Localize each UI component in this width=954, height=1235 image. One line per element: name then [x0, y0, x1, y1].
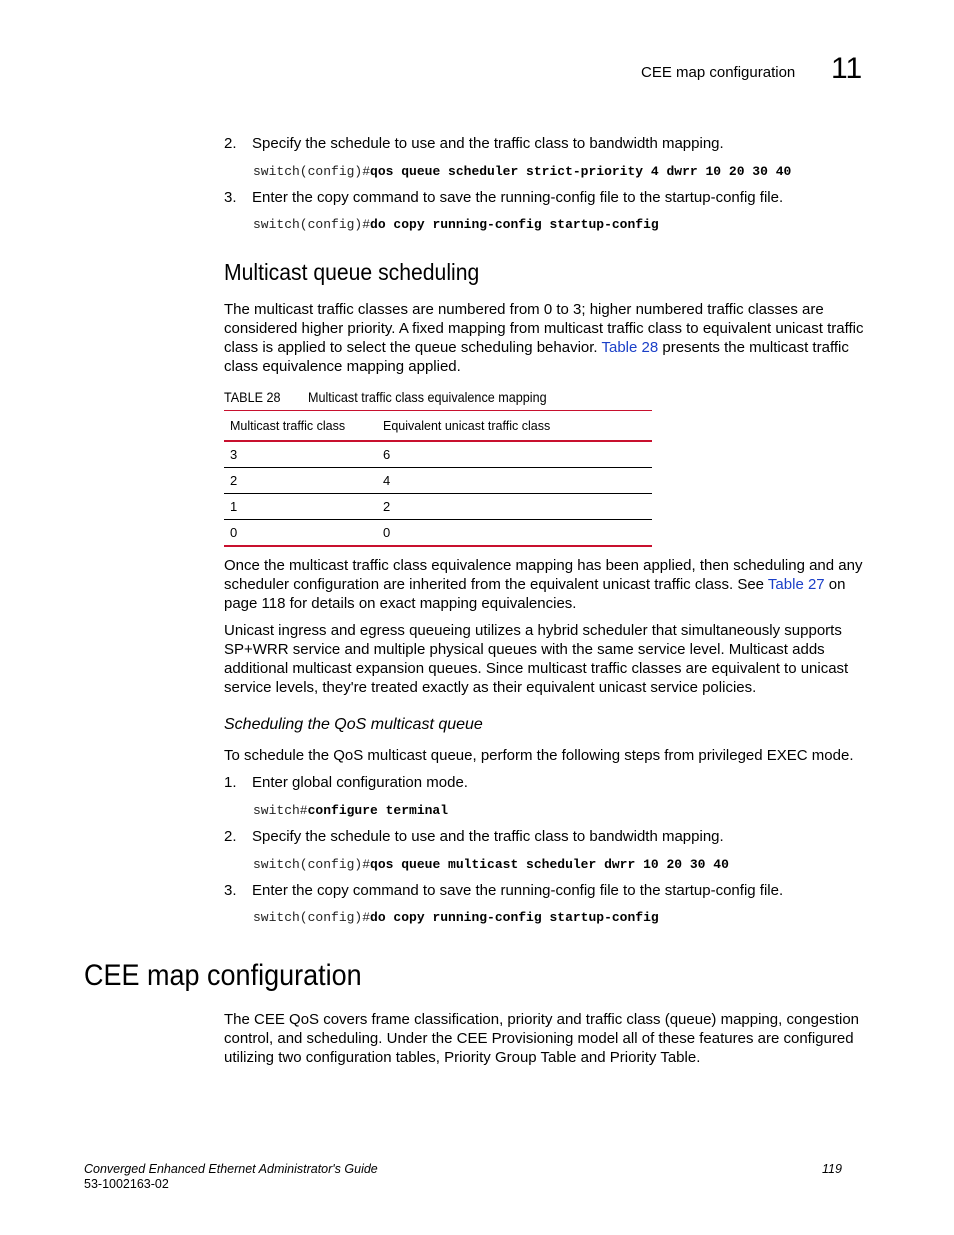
step-text: Enter the copy command to save the running-config file to the startup-config file.: [252, 882, 784, 899]
table-cell: 0: [224, 520, 377, 547]
code-command: configure terminal: [307, 803, 449, 818]
table-header-row: [224, 411, 652, 442]
step-text: Specify the schedule to use and the traffic class to bandwidth mapping.: [252, 828, 724, 845]
code-command: qos queue scheduler strict-priority 4 dwrr 10 20 30 40: [370, 164, 792, 179]
table-row: [224, 520, 652, 547]
table-cell: 0: [377, 520, 652, 547]
table-cell: 4: [377, 468, 652, 494]
code-command: do copy running-config startup-config: [370, 217, 659, 232]
qos-intro-paragraph: To schedule the QoS multicast queue, perform the following steps from privileged EXEC mode.: [224, 747, 854, 764]
multicast-intro-paragraph: [224, 300, 870, 376]
footer-guide-title: Converged Enhanced Ethernet Administrator's Guide: [84, 1162, 378, 1176]
inheritance-paragraph: [224, 556, 870, 613]
code-command: qos queue multicast scheduler dwrr 10 20 30 40: [370, 857, 729, 872]
cee-paragraph: The CEE QoS covers frame classification, priority and traffic class (queue) mapping, congestion control, and scheduling. Under the CEE Provisioning model all of these features are configured utilizing two configuration tables, Priority Group Table and Priority Table.: [224, 1011, 860, 1066]
code-prompt: switch(config)#: [253, 217, 371, 232]
step-text: Specify the schedule to use and the traffic class to bandwidth mapping.: [252, 135, 724, 152]
code-line: [253, 803, 448, 818]
paragraph-text: on page 118 for details on exact mapping equivalencies.: [224, 576, 846, 612]
table-cell: 2: [224, 468, 377, 494]
code-line: [253, 164, 791, 179]
running-header-title: CEE map configuration: [641, 64, 796, 81]
step-number: 1.: [224, 774, 237, 791]
code-prompt: switch#: [253, 803, 308, 818]
chapter-number: 11: [831, 52, 863, 85]
step-number: 2.: [224, 828, 237, 845]
code-prompt: switch(config)#: [253, 910, 371, 925]
step-text: Enter the copy command to save the running-config file to the startup-config file.: [252, 189, 784, 206]
subsection-heading: Scheduling the QoS multicast queue: [224, 716, 483, 733]
table-row: [224, 494, 652, 520]
table-row: [224, 468, 652, 494]
unicast-paragraph: Unicast ingress and egress queueing utilizes a hybrid scheduler that simultaneously supports SP+WRR service and multiple physical queues with the same service level. Multicast adds additional multicast expansion queues. Since multicast traffic classes are equivalent to unicast service levels, they're treated exactly as their equivalent unicast service policies.: [224, 622, 849, 696]
code-command: do copy running-config startup-config: [370, 910, 659, 925]
step-number: 3.: [224, 189, 237, 206]
table-row: [224, 441, 652, 468]
column-header: Multicast traffic class: [230, 418, 346, 433]
footer-page-number: 119: [822, 1162, 842, 1176]
code-line: [253, 217, 659, 232]
step-text: Enter global configuration mode.: [252, 774, 468, 791]
footer-doc-number: 53-1002163-02: [84, 1177, 169, 1191]
paragraph-text: presents the multicast traffic class equivalence mapping applied.: [224, 339, 849, 375]
column-header: Equivalent unicast traffic class: [383, 418, 551, 433]
table-27-link[interactable]: Table 27: [767, 576, 825, 593]
section-heading: Multicast queue scheduling: [224, 259, 480, 285]
step-number: 2.: [224, 135, 237, 152]
table-title: Multicast traffic class equivalence mapping: [308, 389, 547, 405]
equivalence-table: [224, 410, 652, 547]
code-line: [253, 857, 729, 872]
chapter-section-heading: CEE map configuration: [84, 959, 362, 992]
code-prompt: switch(config)#: [253, 164, 371, 179]
code-prompt: switch(config)#: [253, 857, 371, 872]
step-number: 3.: [224, 882, 237, 899]
table-cell: 2: [377, 494, 652, 520]
table-28-link[interactable]: Table 28: [601, 339, 659, 356]
paragraph-text: The multicast traffic classes are numbered from 0 to 3; higher numbered traffic classes are considered higher priority. A fixed mapping from multicast traffic class to equivalent unicast traffic class is applied to select the queue scheduling behavior.: [224, 301, 864, 356]
table-label: TABLE 28: [224, 389, 281, 405]
code-line: [253, 910, 659, 925]
paragraph-text: Once the multicast traffic class equivalence mapping has been applied, then scheduling and any scheduler configuration are inherited from the equivalent unicast traffic class. See: [224, 557, 863, 593]
table-cell: 6: [377, 441, 652, 468]
table-cell: 1: [224, 494, 377, 520]
table-cell: 3: [224, 441, 377, 468]
